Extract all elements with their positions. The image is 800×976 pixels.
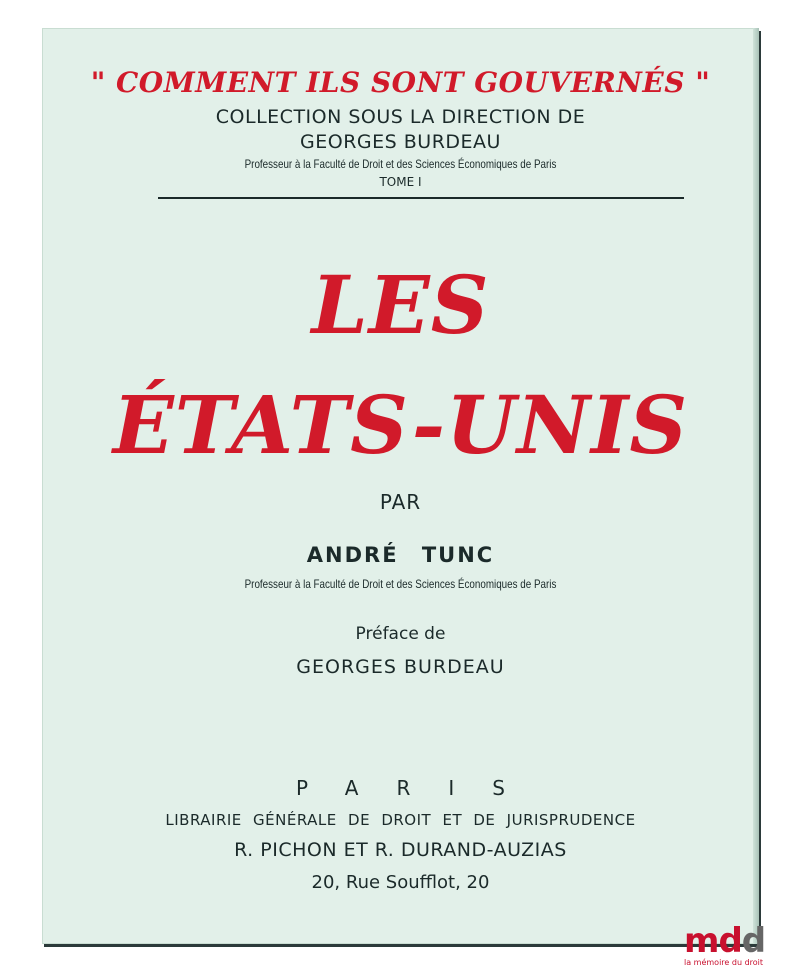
director-title: Professeur à la Faculté de Droit et des Sciences Économiques de Paris xyxy=(244,157,557,171)
volume-label: TOME I xyxy=(379,175,422,189)
publisher-name: LIBRAIRIE GÉNÉRALE DE DROIT ET DE JURISPRUDENCE xyxy=(165,811,636,829)
publisher-partners: R. PICHON ET R. DURAND-AUZIAS xyxy=(234,839,567,861)
cover-edge xyxy=(753,28,759,944)
publisher-address: 20, Rue Soufflot, 20 xyxy=(311,872,490,893)
logo-letter-d2: d xyxy=(741,921,766,961)
author-title: Professeur à la Faculté de Droit et des Sciences Économiques de Paris xyxy=(244,577,557,591)
book-title-line2: ÉTATS-UNIS xyxy=(112,378,689,472)
author-name: ANDRÉ TUNC xyxy=(306,543,495,567)
logo-letter-d1: d xyxy=(718,921,742,961)
preface-label: Préface de xyxy=(355,624,446,644)
collection-line: COLLECTION SOUS LA DIRECTION DE xyxy=(215,106,586,128)
divider xyxy=(158,197,684,199)
book-cover xyxy=(42,28,759,944)
book-title-line1: LES xyxy=(311,258,490,352)
preface-author: GEORGES BURDEAU xyxy=(296,656,505,678)
director-name: GEORGES BURDEAU xyxy=(300,131,501,153)
by-label: PAR xyxy=(379,490,422,514)
publisher-city: PARIS xyxy=(296,776,543,800)
logo-tagline: la mémoire du droit xyxy=(684,958,764,967)
logo-mark xyxy=(684,921,784,961)
logo-letter-m: m xyxy=(684,921,719,961)
series-title: " COMMENT ILS SONT GOUVERNÉS " xyxy=(90,66,711,99)
mdd-logo xyxy=(684,921,784,974)
